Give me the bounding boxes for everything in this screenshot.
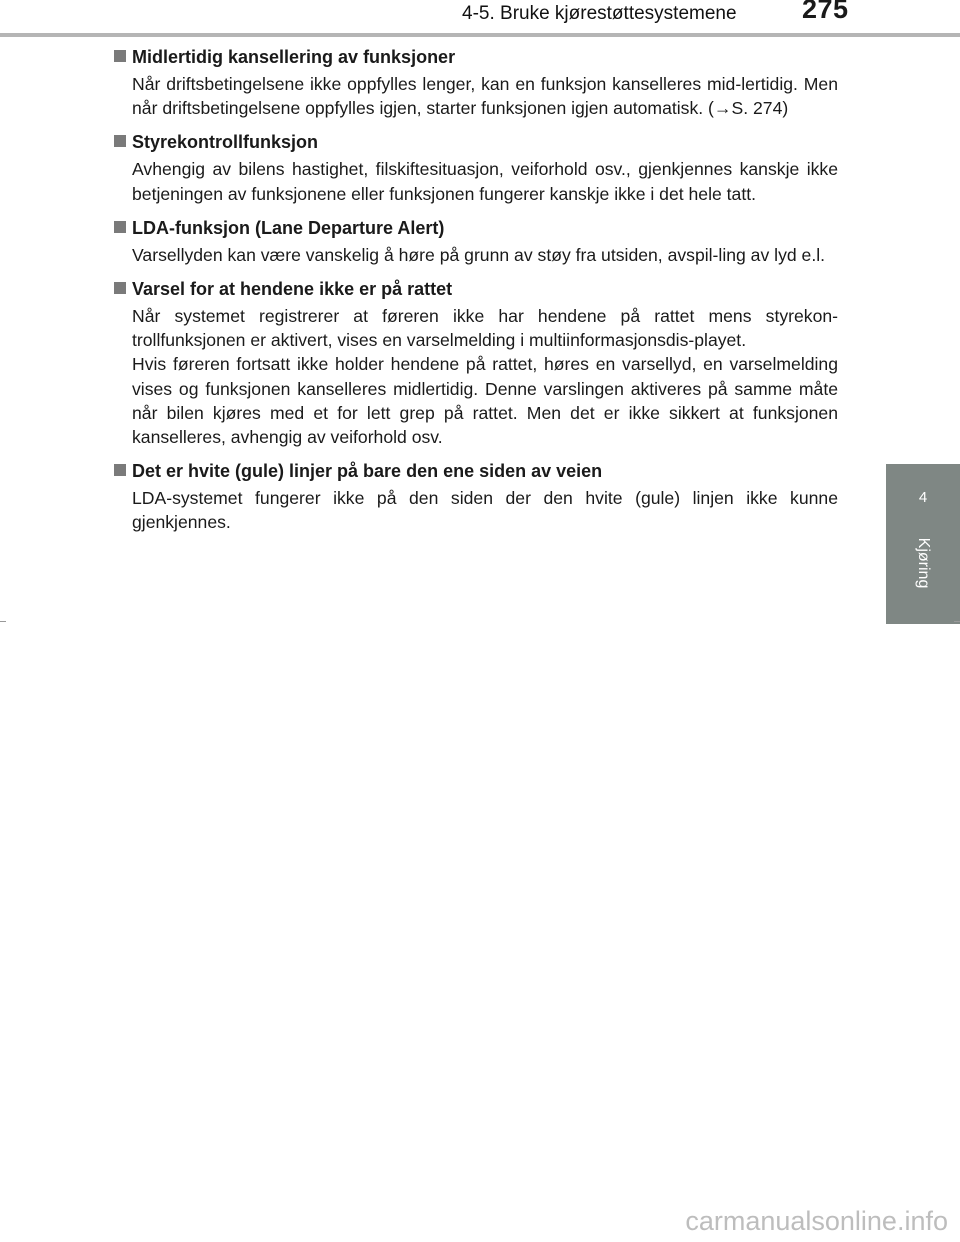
- section-body: [132, 243, 838, 267]
- section-body: [132, 304, 838, 449]
- paragraph: Varsellyden kan være vanskelig å høre på grunn av støy fra utsiden, avspil-ling av lyd e.l.: [132, 244, 826, 265]
- section-title: Midlertidig kansellering av funksjoner: [132, 47, 456, 67]
- crop-mark-left: [0, 621, 6, 622]
- square-bullet-icon: [114, 50, 126, 62]
- section-body: [132, 157, 838, 205]
- section-body: [132, 486, 838, 534]
- paragraph: Hvis føreren fortsatt ikke holder hendene på rattet, høres en varsellyd, en varselmelding vises og funksjonen kanselleres midlertidig. Denne varslingen aktiveres på samme måte når bilen kjøres med et for lett grep på rattet. Men det er ikke sikkert at funksjonen kanselleres, avhengig av veiforhold osv.: [132, 354, 838, 448]
- section-title: Det er hvite (gule) linjer på bare den ene siden av veien: [132, 461, 603, 482]
- section-title: Varsel for at hendene ikke er på rattet: [132, 279, 453, 300]
- paragraph: Avhengig av bilens hastighet, filskiftesituasjon, veiforhold osv., gjenkjennes kanskje ikke betjeningen av funksjonene eller funksjonen fungerer kanskje ikke i det hele tatt.: [132, 159, 838, 204]
- header-section-title: 4-5. Bruke kjørestøttesystemene: [462, 3, 737, 24]
- section-heading: [114, 458, 838, 486]
- section-single-side-lines: [114, 458, 838, 534]
- crop-mark-right: [954, 621, 960, 622]
- chapter-number: 4: [918, 489, 928, 506]
- square-bullet-icon: [114, 464, 126, 476]
- header-divider: [0, 33, 960, 37]
- square-bullet-icon: [114, 135, 126, 147]
- section-hands-off-warning: [114, 276, 838, 449]
- section-heading: [114, 215, 838, 243]
- paragraph: LDA-systemet fungerer ikke på den siden der den hvite (gule) linjen ikke kunne gjenkjennes.: [132, 488, 838, 533]
- watermark: carmanualsonline.info: [685, 1206, 948, 1236]
- chapter-side-tab: [886, 464, 960, 624]
- paragraph: Når driftsbetingelsene ikke oppfylles lenger, kan en funksjon kanselleres mid-lertidig. Men når driftsbetingelsene oppfylles igjen, starter funksjonen igjen automatisk. (→S. 274): [132, 74, 838, 119]
- section-lda-function: [114, 215, 838, 267]
- square-bullet-icon: [114, 221, 126, 233]
- section-steering-control: [114, 129, 838, 205]
- page-number: 275: [802, 0, 849, 24]
- section-body: [132, 72, 838, 120]
- section-heading: [114, 276, 838, 304]
- section-temporary-cancellation: [114, 44, 838, 120]
- paragraph: Når systemet registrerer at føreren ikke har hendene på rattet mens styrekon-trollfunksjonen er aktivert, vises en varselmelding i multiinformasjonsdis-playet.: [132, 306, 838, 351]
- section-title: Styrekontrollfunksjon: [132, 132, 319, 153]
- section-heading: [114, 129, 838, 157]
- section-heading: [114, 44, 838, 72]
- chapter-label: Kjøring: [915, 537, 932, 589]
- page-content: [114, 44, 838, 544]
- square-bullet-icon: [114, 282, 126, 294]
- section-title: LDA-funksjon (Lane Departure Alert): [132, 217, 445, 238]
